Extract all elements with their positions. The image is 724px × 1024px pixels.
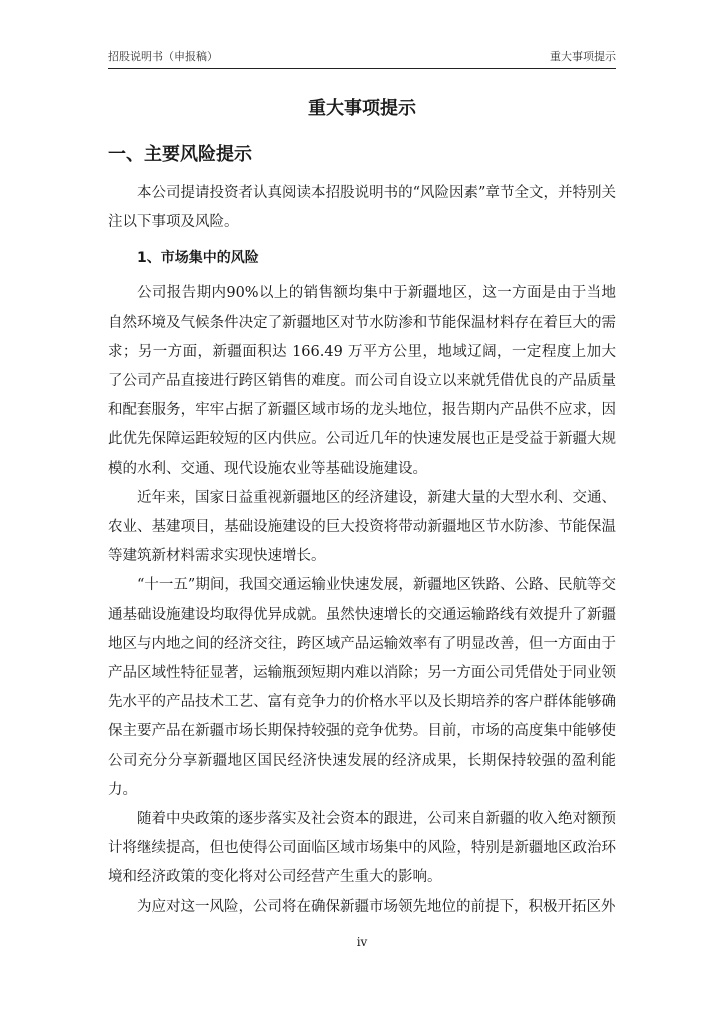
body-paragraph: 公司报告期内90%以上的销售额均集中于新疆地区，这一方面是由于当地自然环境及气候条件决定了新疆地区对节水防渗和节能保温材料存在着巨大的需求；另一方面，新疆面积达 166.49 万平方公里，地域辽阔，一定程度上加大了公司产品直接进行跨区销售的难度。而公司自设立以来就凭借优良的产品质量和配套服务，牢牢占据了新疆区域市场的龙头地位，报告期内产品供不应求，因此优先保障运距较短的区内供应。公司近几年的快速发展也正是受益于新疆大规模的水利、交通、现代设施农业等基础设施建设。 [108,285,616,477]
body-content [108,179,616,922]
body-paragraph: 随着中央政策的逐步落实及社会资本的跟进，公司来自新疆的收入绝对额预计将继续提高，但也使得公司面临区域市场集中的风险，特别是新疆地区政治环境和经济政策的变化将对公司经营产生重大的影响。 [108,811,616,886]
sub-heading: 1、市场集中的风险 [137,250,259,267]
section-heading: 一、主要风险提示 [108,144,252,165]
body-paragraph: “十一五”期间，我国交通运输业快速发展，新疆地区铁路、公路、民航等交通基础设施建设均取得优异成就。虽然快速增长的交通运输路线有效提升了新疆地区与内地之间的经济交往，跨区域产品运输效率有了明显改善，但一方面由于产品区域性特征显著，运输瓶颈短期内难以消除；另一方面公司凭借处于同业领先水平的产品技术工艺、富有竞争力的价格水平以及长期培养的客户群体能够确保主要产品在新疆市场长期保持较强的竞争优势。目前，市场的高度集中能够使公司充分分享新疆地区国民经济快速发展的经济成果，长期保持较强的盈利能力。 [108,577,616,798]
header-document-name: 招股说明书（申报稿） [108,50,218,63]
page-number: iv [356,935,368,949]
page-title: 重大事项提示 [308,98,416,119]
intro-paragraph: 本公司提请投资者认真阅读本招股说明书的“风险因素”章节全文，并特别关注以下事项及风险。 [108,185,616,231]
header-section-name: 重大事项提示 [550,50,616,63]
body-paragraph: 近年来，国家日益重视新疆地区的经济建设，新建大量的大型水利、交通、农业、基建项目，基础设施建设的巨大投资将带动新疆地区节水防渗、节能保温等建筑新材料需求实现快速增长。 [108,489,616,565]
body-paragraph: 为应对这一风险，公司将在确保新疆市场领先地位的前提下，积极开拓区外 [137,898,616,915]
running-header [108,49,616,65]
header-divider [108,68,616,69]
